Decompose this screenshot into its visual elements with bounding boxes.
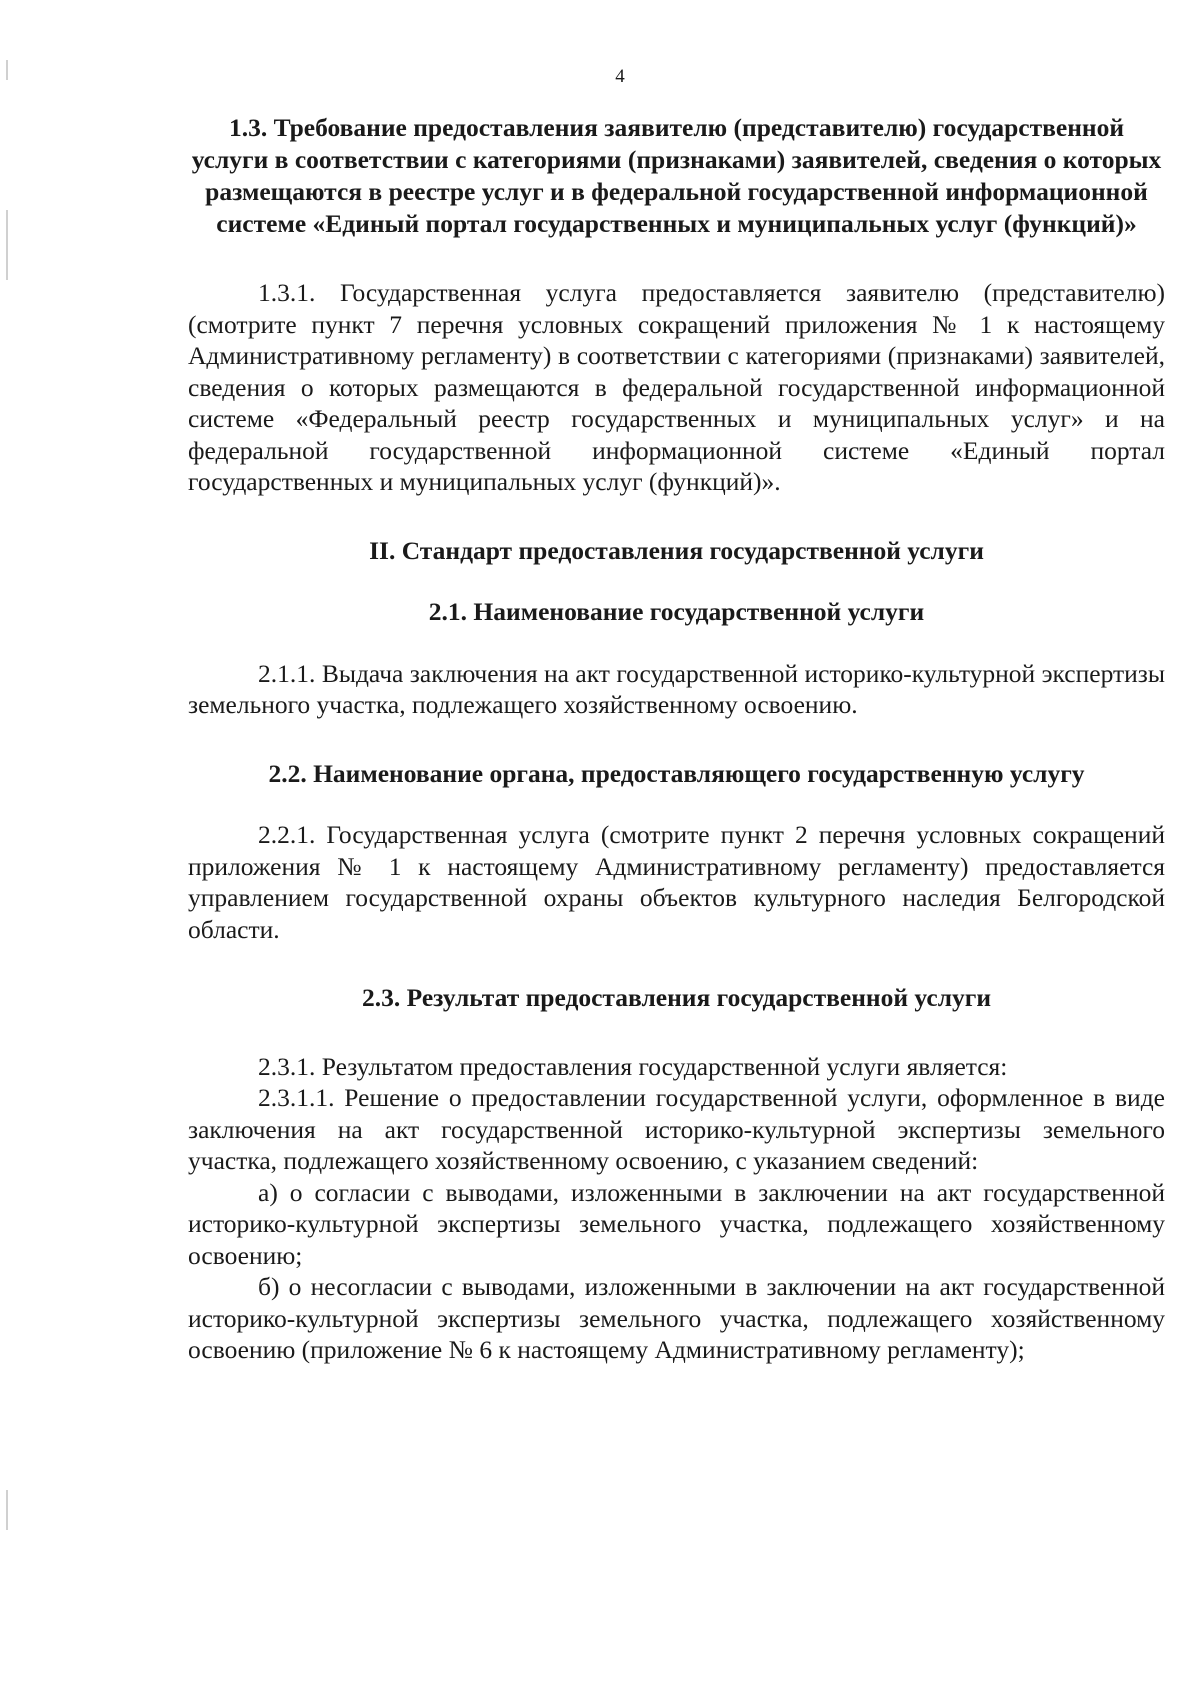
paragraph-2-2-1: 2.2.1. Государственная услуга (смотрите пункт 2 перечня условных сокращений приложения № 1 к настоящему Административному регламенту) предоставляется управлением государственной охраны объектов культурного наследия Белгородской области. <box>188 820 1165 944</box>
list-item-b: б) о несогласии с выводами, изложенными в заключении на акт государственной историко-культурной экспертизы земельного участка, подлежащего хозяйственному освоению (приложение № 6 к настоящему Административному регламенту); <box>188 1272 1165 1364</box>
document-body <box>188 112 1165 1366</box>
page-number: 4 <box>615 66 625 87</box>
section-heading-2-3: 2.3. Результат предоставления государственной услуги <box>361 983 992 1012</box>
section-heading-2-2: 2.2. Наименование органа, предоставляющего государственную услугу <box>268 758 1085 788</box>
paragraph-2-3-1-1: 2.3.1.1. Решение о предоставлении государственной услуги, оформленное в виде заключения на акт государственной историко-культурной экспертизы земельного участка, подлежащего хозяйственному освоению, с указанием сведений: <box>188 1083 1165 1175</box>
section-heading-1-3: 1.3. Требование предоставления заявителю (представителю) государственной услуги в соответствии с категориями (признаками) заявителей, сведения о которых размещаются в реестре услуг и в федеральной государственной информационной системе «Единый портал государственных и муниципальных услуг (функций)» <box>191 113 1162 238</box>
paragraph-1-3-1: 1.3.1. Государственная услуга предоставляется заявителю (представителю) (смотрите пункт 7 перечня условных сокращений приложения № 1 к настоящему Административному регламенту) в соответствии с категориями (признаками) заявителей, сведения о которых размещаются в федеральной государственной информационной системе «Федеральный реестр государственных и муниципальных услуг» и на федеральной государственной информационной системе «Единый портал государственных и муниципальных услуг (функций)». <box>188 278 1165 496</box>
paragraph-2-3-1: 2.3.1. Результатом предоставления государственной услуги является: <box>258 1051 1008 1081</box>
paragraph-2-1-1: 2.1.1. Выдача заключения на акт государственной историко-культурной экспертизы земельного участка, подлежащего хозяйственному освоению. <box>188 658 1165 719</box>
list-item-a: а) о согласии с выводами, изложенными в заключении на акт государственной историко-культурной экспертизы земельного участка, подлежащего хозяйственному освоению; <box>188 1177 1165 1270</box>
scan-margin-mark <box>6 210 8 280</box>
section-heading-2-1: 2.1. Наименование государственной услуги <box>428 597 925 626</box>
scan-margin-mark <box>6 1490 8 1530</box>
chapter-heading-II: II. Стандарт предоставления государственной услуги <box>369 535 984 565</box>
